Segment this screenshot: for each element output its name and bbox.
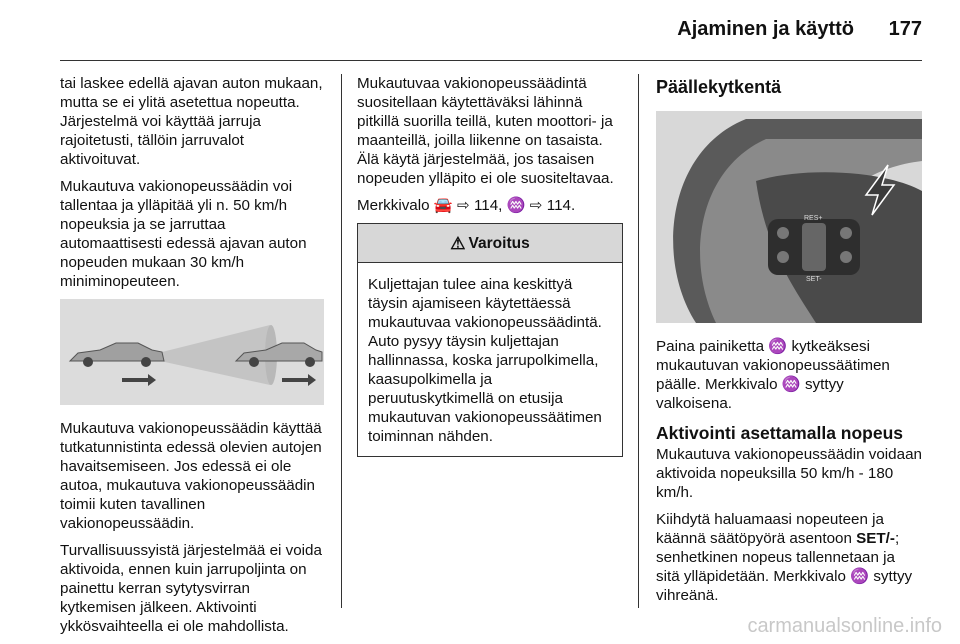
column-3 (656, 74, 922, 613)
col3-p1-part-a: Paina painiketta (656, 338, 765, 355)
warning-text: Kuljettajan tulee aina keskittyä täysin ajamiseen käytettäessä mukautuvaa vakionopeussäädintä. Auto pysyy täysin kuljettajan hallinnassa, koska jarrupolkimella, kaasupolkimella ja peruutuskytkimellä on etusija mukautuvan vakionopeussäätimen toiminnan nähden. (368, 276, 602, 445)
distance-button-icon (840, 227, 852, 239)
col2-paragraph-1: Mukautuvaa vakionopeussäädintä suositellaan käytettäväksi lähinnä pitkillä suorilla teillä, kuten moottori- ja maanteillä, joilla liikenne on tasaista. Älä käytä järjestelmää, jos tasaisen nopeuden ylläpito ei ole suositeltavaa. (357, 75, 614, 187)
page-ref-1: 114, (473, 197, 503, 214)
adaptive-cruise-symbol-icon: ♒ (768, 338, 788, 355)
col3-p3-part-a: Kiihdytä haluamaasi nopeuteen ja käännä säätöpyörä asentoon (656, 511, 884, 547)
col3-paragraph-1 (656, 337, 922, 413)
col3-p1-part-b: kytkeäksesi mukautuvan vakionopeussäätimen päälle. Merkkivalo (656, 338, 890, 393)
column-divider-2 (638, 74, 639, 608)
limiter-button-icon (840, 251, 852, 263)
page-ref-arrow-icon: ⇨ (456, 197, 470, 214)
col3-paragraph-3 (656, 510, 922, 605)
steering-wheel-illustration (656, 111, 922, 323)
cruise-indicator-icon: ♒ (850, 568, 870, 585)
col3-paragraph-2: Mukautuva vakionopeussäädin voidaan aktivoida nopeuksilla 50 km/h - 180 km/h. (656, 446, 922, 501)
cruise-indicator-icon: ♒ (781, 376, 801, 393)
col1-paragraph-1: tai laskee edellä ajavan auton mukaan, mutta se ei ylitä asetettua nopeutta. Järjestelmä voi käyttää jarruja rajoitetusti, tällöin jarruvalot aktivoituvat. (60, 75, 323, 168)
warning-box (357, 223, 623, 457)
col1-paragraph-4: Turvallisuussyistä järjestelmää ei voida aktivoida, ennen kuin jarrupoljinta on painettu kerran sytytysvirran kytkemisen jälkeen. Aktivointi ykkösvaihteella ei ole mahdollista. (60, 542, 322, 635)
section-heading: Päällekytkentä (656, 77, 782, 97)
car-indicator-icon: 🚘 (433, 197, 453, 214)
wheel-set-label: SET- (806, 276, 822, 283)
cruise-button-icon (777, 251, 789, 263)
column-2 (357, 74, 623, 457)
radar-car-illustration (60, 299, 324, 405)
column-divider-1 (341, 74, 342, 608)
col3-p3-part-b: ; senhetkinen nopeus tallennetaan ja sitä ylläpidetään. Merkkivalo (656, 530, 900, 585)
col1-paragraph-3: Mukautuva vakionopeussäädin käyttää tutkatunnistinta edessä olevien autojen havaitsemiseen. Jos edessä ei ole autoa, mukautuva vakionopeussäädin toimii kuten tavallinen vakionopeussäädin. (60, 420, 322, 532)
warning-title: Varoitus (468, 234, 530, 252)
subsection-heading: Aktivointi asettamalla nopeus (656, 423, 904, 443)
col1-paragraph-2: Mukautuva vakionopeussäädin voi tallentaa ja ylläpitää yli n. 50 km/h nopeuksia ja se jarruttaa automaattisesti edessä ajavan auton nopeuden mukaan 30 km/h miniminopeuteen. (60, 178, 307, 290)
page-ref-arrow-icon: ⇨ (529, 197, 543, 214)
page-ref-2: 114. (546, 197, 576, 214)
warning-header (358, 224, 622, 263)
wheel-res-label: RES+ (804, 215, 823, 222)
cruise-indicator-icon: ♒ (506, 197, 526, 214)
page-header (0, 0, 960, 60)
header-rule (60, 60, 922, 61)
set-label: SET/- (856, 530, 895, 547)
col3-p3-part-c: syttyy vihreänä. (656, 568, 913, 604)
page-number: 177 (888, 18, 922, 40)
adaptive-cruise-button-icon (777, 227, 789, 239)
watermark: carmanualsonline.info (747, 615, 942, 637)
warning-triangle-icon: ⚠ (450, 233, 466, 253)
col3-p1-part-c: syttyy valkoisena. (656, 376, 844, 412)
reference-prefix: Merkkivalo (357, 197, 430, 214)
header-title: Ajaminen ja käyttö (677, 18, 854, 40)
column-1 (60, 74, 326, 644)
indicator-reference (357, 196, 623, 215)
